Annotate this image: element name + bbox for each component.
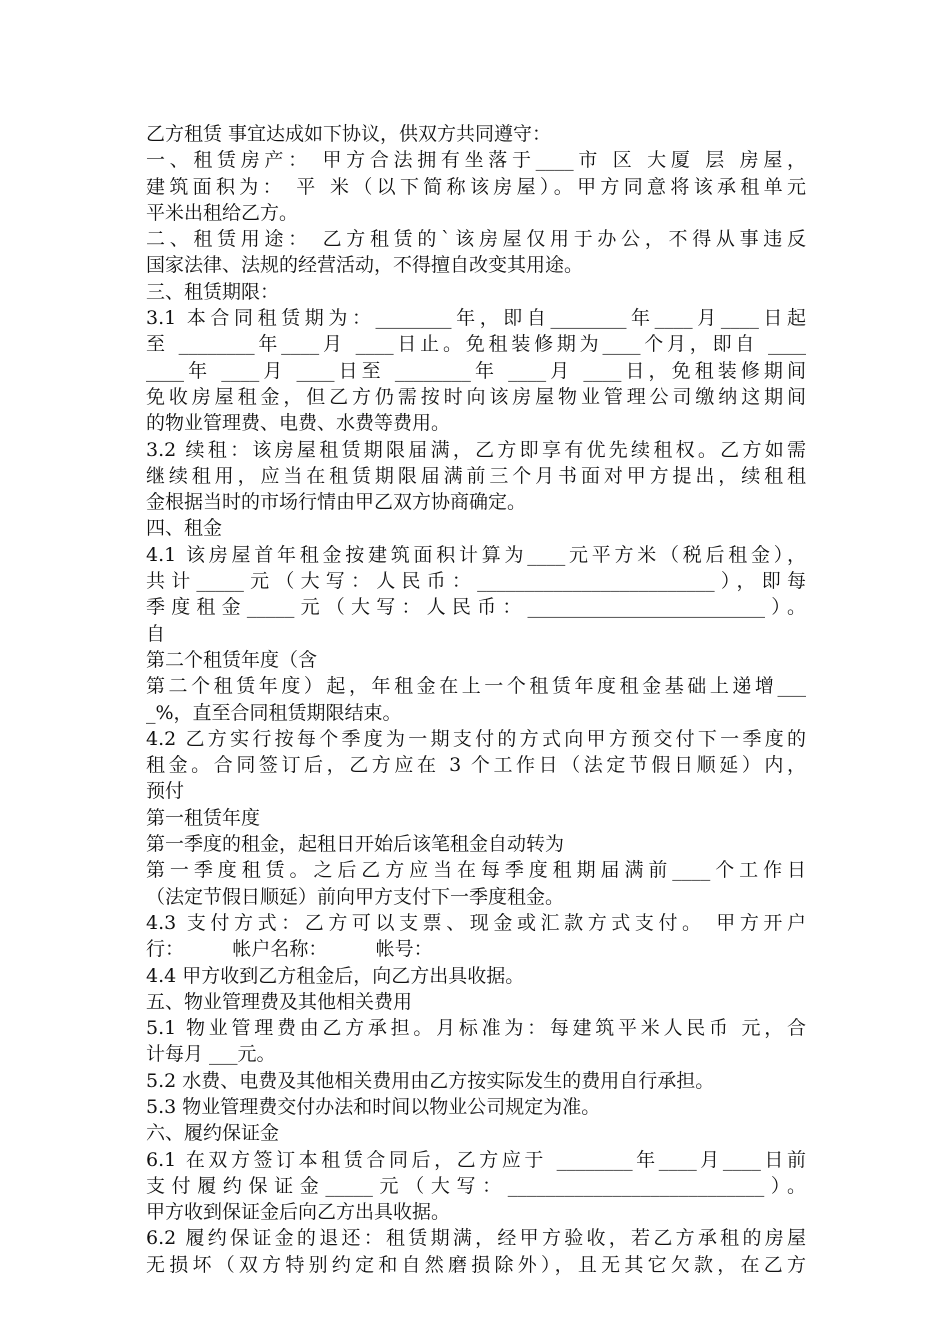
text-line: 3.1 本合同租赁期为：________年，即自________年____月____日起 bbox=[146, 307, 806, 330]
text-line: 5.1 物业管理费由乙方承担。月标准为：每建筑平米人民币 元，合 bbox=[146, 1017, 806, 1040]
text-line: 租金。合同签订后，乙方应在 3 个工作日（法定节假日顺延）内， bbox=[146, 754, 806, 777]
text-line: 计每月 ___元。 bbox=[146, 1043, 276, 1066]
text-line: 行： 帐户名称： 帐号： bbox=[146, 938, 433, 961]
text-line: 至 ________年____月 ____日止。免租装修期为____个月，即自 ____ bbox=[146, 333, 806, 356]
text-line: 一、租赁房产： 甲方合法拥有坐落于____市 区 大厦 层 房屋， bbox=[146, 149, 806, 172]
text-line: 自 bbox=[146, 622, 166, 645]
text-line: 季度租金_____元（大写：人民币：_________________________）。 bbox=[146, 596, 806, 619]
text-line: 5.2 水费、电费及其他相关费用由乙方按实际发生的费用自行承担。 bbox=[146, 1069, 715, 1092]
text-line: 支付履约保证金_____元（大写：___________________________）。 bbox=[146, 1174, 806, 1197]
text-line: 二、租赁用途： 乙方租赁的`该房屋仅用于办公，不得从事违反 bbox=[146, 228, 806, 251]
text-line: 4.3 支付方式：乙方可以支票、现金或汇款方式支付。 甲方开户 bbox=[146, 911, 806, 934]
text-line: 国家法律、法规的经营活动，不得擅自改变其用途。 bbox=[146, 254, 584, 277]
text-line: ____年 ____月 ____日至 ________年 ____月 ____日，免租装修期间 bbox=[146, 359, 806, 382]
text-line: 第一季度租赁。之后乙方应当在每季度租期届满前____个工作日 bbox=[146, 859, 806, 882]
text-line: 平米出租给乙方。 bbox=[146, 201, 299, 224]
text-line: 6.1 在双方签订本租赁合同后，乙方应于 ________年____月____日前 bbox=[146, 1148, 806, 1171]
text-line: 继续租用，应当在租赁期限届满前三个月书面对甲方提出，续租租 bbox=[146, 464, 806, 487]
section-heading: 四、租金 bbox=[146, 517, 223, 540]
text-line: 第二个租赁年度）起，年租金在上一个租赁年度租金基础上递增___ bbox=[146, 675, 806, 698]
text-line: 3.2 续租：该房屋租赁期限届满，乙方即享有优先续租权。乙方如需 bbox=[146, 438, 806, 461]
text-line: 第一租赁年度 bbox=[146, 806, 261, 829]
text-line: _%，直至合同租赁期限结束。 bbox=[146, 701, 402, 724]
text-line: 6.2 履约保证金的退还：租赁期满，经甲方验收，若乙方承租的房屋 bbox=[146, 1227, 806, 1250]
text-line: 乙方租赁 事宜达成如下协议，供双方共同遵守： bbox=[146, 123, 552, 145]
text-line: 金根据当时的市场行情由甲乙双方协商确定。 bbox=[146, 491, 527, 514]
text-line: 4.2 乙方实行按每个季度为一期支付的方式向甲方预交付下一季度的 bbox=[146, 727, 806, 750]
text-line: 共计_____元（大写：人民币：_________________________），即每 bbox=[146, 570, 806, 593]
text-line: 4.4 甲方收到乙方租金后，向乙方出具收据。 bbox=[146, 964, 525, 987]
text-line: 第一季度的租金，起租日开始后该笔租金自动转为 bbox=[146, 833, 565, 856]
text-line: 的物业管理费、电费、水费等费用。 bbox=[146, 412, 451, 435]
section-heading: 五、物业管理费及其他相关费用 bbox=[146, 990, 413, 1013]
text-line: 免收房屋租金，但乙方仍需按时向该房屋物业管理公司缴纳这期间 bbox=[146, 385, 806, 408]
text-line: 5.3 物业管理费交付办法和时间以物业公司规定为准。 bbox=[146, 1095, 601, 1118]
section-heading: 六、履约保证金 bbox=[146, 1122, 280, 1145]
text-line: 甲方收到保证金后向乙方出具收据。 bbox=[146, 1201, 451, 1224]
document-body bbox=[146, 121, 806, 1278]
text-line: （法定节假日顺延）前向甲方支付下一季度租金。 bbox=[146, 885, 565, 908]
text-line: 预付 bbox=[146, 780, 185, 803]
text-line: 无损坏（双方特别约定和自然磨损除外），且无其它欠款，在乙方 bbox=[146, 1253, 806, 1276]
text-line: 4.1 该房屋首年租金按建筑面积计算为____元平方米（税后租金）， bbox=[146, 543, 806, 566]
section-heading: 三、租赁期限： bbox=[146, 280, 280, 303]
text-line: 建筑面积为： 平 米（以下简称该房屋）。甲方同意将该承租单元 bbox=[146, 175, 806, 198]
text-line: 第二个租赁年度（含 bbox=[146, 648, 318, 671]
